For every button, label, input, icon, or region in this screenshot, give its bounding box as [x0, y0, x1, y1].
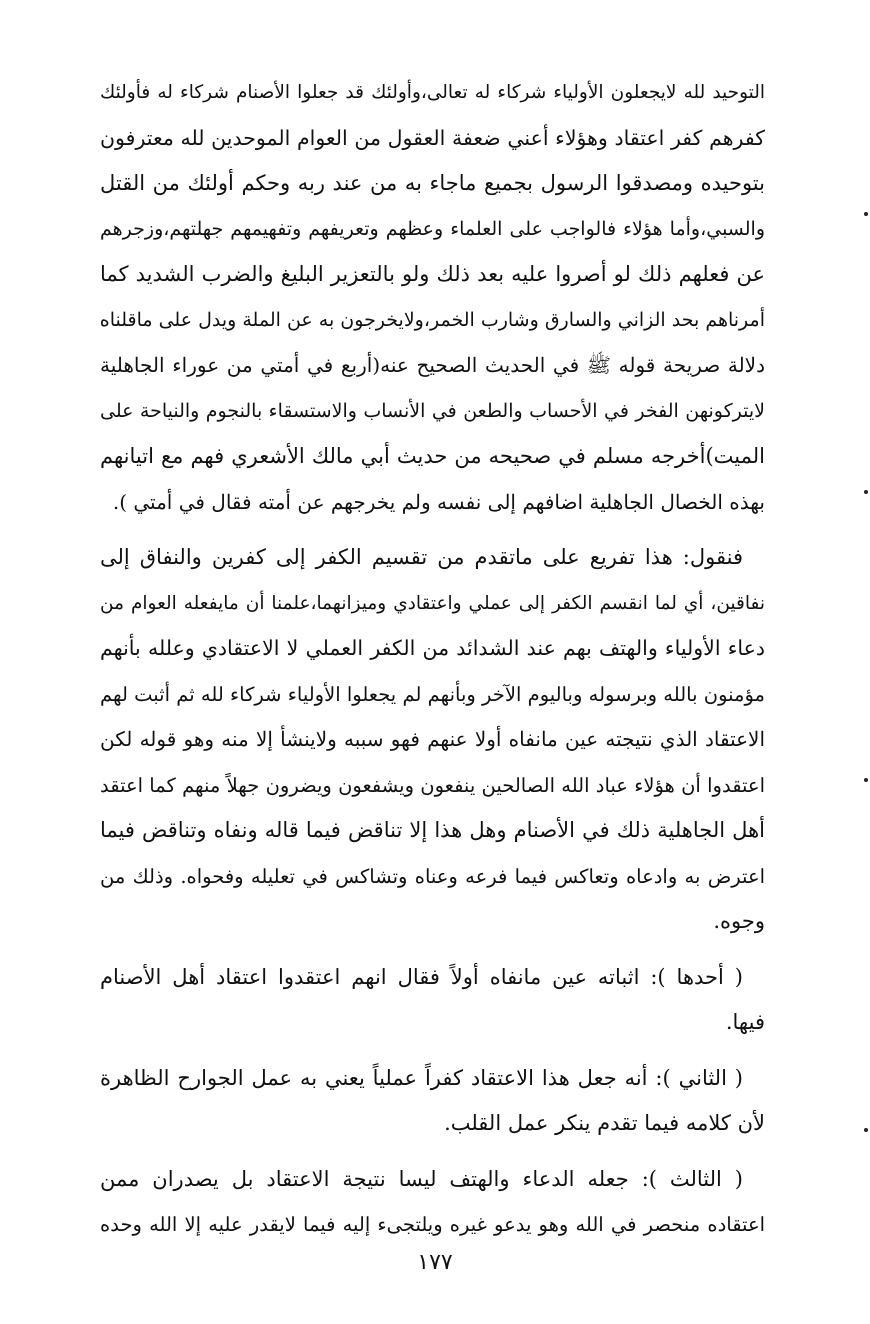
paragraph-4: [100, 1056, 765, 1147]
margin-dot: [864, 1128, 868, 1132]
text-line: نفاقين، أي لما انقسم الكفر إلى عملي واعتقادي وميزانهما،علمنا أن مايفعله العوام من: [100, 592, 765, 614]
paragraph-1: [100, 70, 765, 525]
margin-dot: [864, 778, 868, 782]
text-line: ( أحدها ): اثباته عين مانفاه أولاً فقال انهم اعتقدوا اعتقاد أهل الأصنام: [100, 964, 743, 989]
margin-dot: [864, 490, 868, 494]
text-line: اعتقاده منحصر في الله وهو يدعو غيره ويلتجىء إليه فيما لايقدر عليه إلا الله وحده: [100, 1213, 765, 1236]
text-line: أمرناهم بحد الزاني والسارق وشارب الخمر،ولايخرجون به عن الملة ويدل على ماقلناه: [99, 308, 765, 331]
text-line: فيها.: [725, 1010, 765, 1034]
text-line: مؤمنون بالله وبرسوله وباليوم الآخر وبأنهم لم يجعلوا الأولياء شركاء لله ثم أثبت لهم: [100, 682, 765, 706]
page-body: [100, 70, 765, 1248]
text-line: عن فعلهم ذلك لو أصروا عليه بعد ذلك ولو بالتعزير البليغ والضرب الشديد كما: [100, 262, 765, 286]
page-number: ١٧٧: [417, 1250, 453, 1275]
text-line: وجوه.: [713, 909, 765, 933]
paragraph-2: [100, 535, 765, 945]
text-line: الميت)أخرجه مسلم في صحيحه من حديث أبي مالك الأشعري فهم مع اتيانهم: [100, 444, 765, 468]
text-line: كفرهم كفر اعتقاد وهؤلاء أعني ضعفة العقول من العوام الموحدين لله معترفون: [100, 125, 765, 150]
text-line: ( الثاني ): أنه جعل هذا الاعتقاد كفراً عملياً يعني به عمل الجوارح الظاهرة: [100, 1065, 743, 1090]
text-line: الاعتقاد الذي نتيجته عين مانفاه أولا عنهم فهو سببه ولاينشأ إلا منه وهو قوله لكن: [100, 727, 765, 751]
paragraph-3: [100, 955, 765, 1046]
text-line: اعتقدوا أن هؤلاء عباد الله الصالحين ينفعون ويشفعون ويضرون جهلاً منهم كما اعتقد: [100, 773, 765, 797]
text-line: اعترض به وادعاه وتعاكس فيما فرعه وعناه وتشاكس في تعليله وفحواه. وذلك من: [100, 864, 765, 888]
text-line: ( الثالث ): جعله الدعاء والهتف ليسا نتيجة الاعتقاد بل يصدران ممن: [100, 1166, 743, 1191]
margin-dot: [864, 212, 868, 216]
text-line: والسبي،وأما هؤلاء فالواجب على العلماء وعظهم وتعريفهم وتفهيمهم جهلتهم،وزجرهم: [100, 217, 765, 240]
paragraph-5: [100, 1157, 765, 1248]
text-line: فنقول: هذا تفريع على ماتقدم من تقسيم الكفر إلى كفرين والنفاق إلى: [100, 545, 743, 569]
text-line: لأن كلامه فيما تقدم ينكر عمل القلب.: [444, 1111, 765, 1135]
text-line: دلالة صريحة قوله ﷺ في الحديث الصحيح عنه(أربع في أمتي من عوراء الجاهلية: [100, 353, 765, 377]
text-line: لايتركونهن الفخر في الأحساب والطعن في الأنساب والاستسقاء بالنجوم والنياحة على: [100, 399, 765, 422]
text-line: التوحيد لله لايجعلون الأولياء شركاء له تعالى،وأولئك قد جعلوا الأصنام شركاء له فأولئك: [100, 82, 765, 103]
text-line: بتوحيده ومصدقوا الرسول بجميع ماجاء به من عند ربه وحكم أولئك من القتل: [100, 171, 765, 195]
text-line: بهذه الخصال الجاهلية اضافهم إلى نفسه ولم يخرجهم عن أمته فقال في أمتي ).: [112, 489, 765, 514]
text-line: دعاء الأولياء والهتف بهم عند الشدائد من الكفر العملي لا الاعتقادي وعلله بأنهم: [100, 636, 765, 660]
text-line: أهل الجاهلية ذلك في الأصنام وهل هذا إلا تناقض فيما قاله ونفاه وتناقض فيما: [100, 818, 765, 842]
